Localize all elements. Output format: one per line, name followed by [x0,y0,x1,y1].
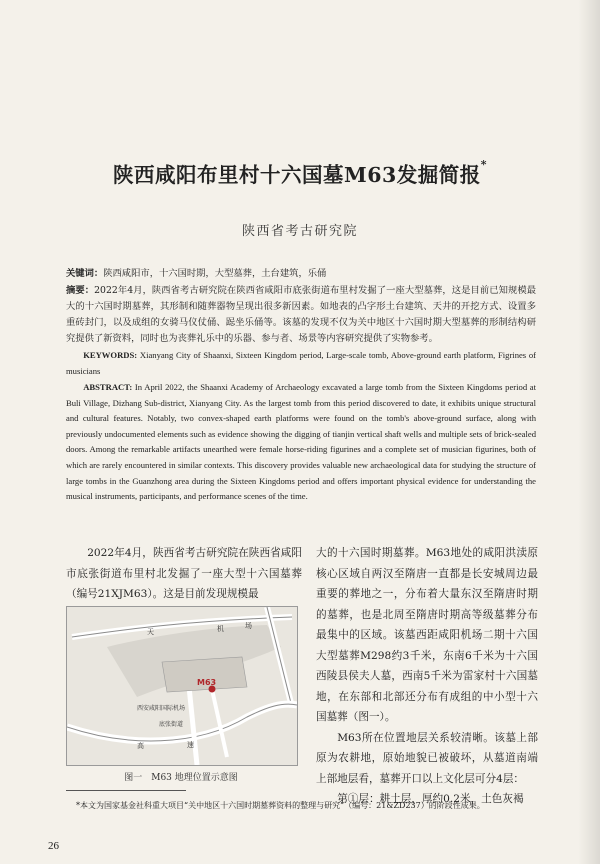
map-label-road-d: 高 [137,742,144,750]
footnote-divider [66,790,186,791]
page-number: 26 [48,840,59,852]
title-footnote-mark: * [480,158,487,171]
keywords-cn-label: 关键词： [66,268,104,279]
abstract-en-label: ABSTRACT: [83,382,133,392]
map-label-town: 底张街道 [159,721,184,728]
map-label-m63: M63 [197,678,217,687]
location-map-svg [67,607,297,765]
abstract-english [66,380,536,505]
footnote: *本文为国家基金社科重大项目“关中地区十六国时期墓葬资料的整理与研究”（编号：21&ZD237）的阶段性成果。 [76,801,485,810]
map-label-road-b: 机 [217,625,224,633]
body-right-column [316,543,538,810]
abstract-cn-label: 摘要： [66,285,95,296]
map-label-road-e: 速 [187,741,194,749]
map-label-road-a: 天 [147,628,154,636]
article-title: 陕西咸阳布里村十六国墓M63发掘简报* [113,158,487,187]
body-right-paragraph-1: 大的十六国时期墓葬。M63地处的咸阳洪渎原核心区域自两汉至隋唐一直都是长安城周边最重要的葬地之一，分布着大量东汉至隋唐时期的墓葬，也是北周至隋唐时期高等级墓葬分布最集中的区域。该墓西距咸阳机场二期十六国大型墓葬M298约3千米，东南6千米为十六国西陵县侯夫人墓，西南5千米为雷家村十六国墓地，在东部和北部还分布有成组的中小型十六国墓葬（图一）。 [316,547,538,723]
keywords-en-text: Xianyang City of Shaanxi, Sixteen Kingdom period, Large-scale tomb, Above-ground earth platform, Figrines of musicians [66,350,536,376]
body-right-paragraph-3: 第①层：耕土层，厚约0.2米，土色灰褐 [337,793,524,805]
keywords-english [66,348,536,379]
author-organization: 陕西省考古研究院 [241,224,358,239]
keywords-cn-text: 陕西咸阳市，十六国时期，大型墓葬，土台建筑，乐俑 [103,268,327,279]
figure-caption: 图一 M63 地理位置示意图 [124,773,238,783]
map-label-airport: 西安咸阳国际机场 [137,705,186,712]
map-label-road-c: 场 [245,622,252,630]
abstract-chinese [66,283,536,347]
body-right-paragraph-2: M63所在位置地层关系较清晰。该墓上部原为农耕地，原始地貌已被破坏，从墓道南端上部地层看，墓葬开口以上文化层可分4层： [316,731,538,785]
abstract-en-text: In April 2022, the Shaanxi Academy of Archaeology excavated a large tomb from the Sixteen Kingdoms period at Buli Village, Dizhang Sub-district, Xianyang City. As the largest tomb from this period discovered to date, it exhibits unique structural and cultural features. Notably, two convex-shaped earth platforms were found on the tomb's above-ground surface, along with previously undocumented elements such as evidence showing the digging of tianjin vertical shaft wells and multiple sets of brick-sealed doors. Among the remarkable artifacts unearthed were female horse-riding figurines and a complete set of musician figurines, both of which are rarely encountered in similar contexts. This discovery provides valuable new archaeological data for studying the structure of large tombs in the Guanzhong area during the Sixteen Kingdoms period and offers important physical evidence for understanding the musical instruments, participants, and performance scenes of the time. [66,382,537,502]
page-edge-shadow [578,0,600,864]
keywords-chinese [66,266,536,282]
abstract-cn-text: 2022年4月，陕西省考古研究院在陕西省咸阳市底张街道布里村发掘了一座大型墓葬，这是目前已知规模最大的十六国时期墓葬，其形制和随葬器物呈现出很多新因素。如地表的凸字形土台建筑、天井的开挖方式、设置多重砖封门，以及成组的女骑马仪仗俑、跽坐乐俑等。该墓的发现不仅为关中地区十六国时期大型墓葬的形制结构研究提供了新资料，同时也为丧葬礼乐中的乐器、参与者、场景等内容研究提供了实物参考。 [66,285,536,344]
body-left-paragraph: 2022年4月，陕西省考古研究院在陕西省咸阳市底张街道布里村北发掘了一座大型十六国墓葬（编号21XJM63）。这是目前发现规模最 [66,547,302,600]
location-map [66,606,298,766]
body-left-column [66,543,302,605]
keywords-en-label: KEYWORDS: [83,350,138,360]
